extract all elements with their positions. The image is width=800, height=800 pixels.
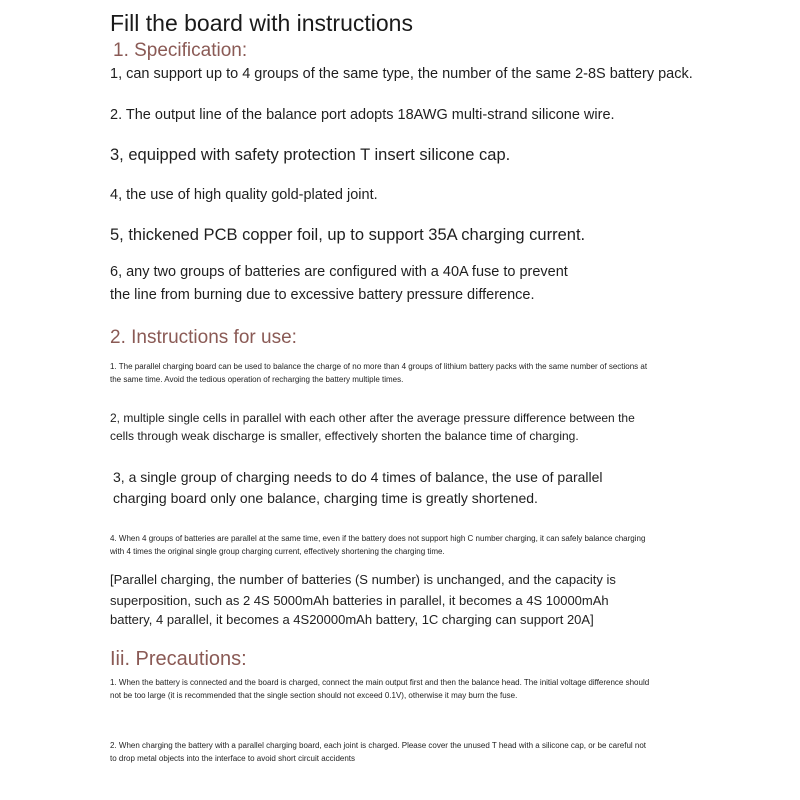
- precaution-item-2: 2. When charging the battery with a parallel charging board, each joint is charged. Please cover the unused T head with a silicone cap, or be careful not to drop metal objects into the interface to avoid short circuit accidents: [110, 741, 647, 763]
- instruction-item-2-line-2: cells through weak discharge is smaller, effectively shorten the balance time of charging.: [110, 429, 579, 443]
- page-title: Fill the board with instructions: [110, 10, 413, 36]
- section-heading-specification: 1. Specification:: [113, 40, 248, 61]
- spec-item-3: 3, equipped with safety protection T insert silicone cap.: [110, 146, 511, 164]
- spec-item-4: 4, the use of high quality gold-plated joint.: [110, 187, 378, 203]
- precaution-item-1: 1. When the battery is connected and the board is charged, connect the main output first and then the balance head. The initial voltage difference should not be too large (it is recommended that the single section should not exceed 0.1V), otherwise it may burn the fuse.: [110, 678, 650, 700]
- instruction-item-1: 1. The parallel charging board can be used to balance the charge of no more than 4 groups of lithium battery packs with the same number of sections at the same time. Avoid the tedious operation of recharging the battery multiple times.: [110, 362, 648, 384]
- section-heading-precautions: Iii. Precautions:: [110, 648, 247, 670]
- spec-item-2: 2. The output line of the balance port adopts 18AWG multi-strand silicone wire.: [110, 107, 615, 123]
- spec-item-5: 5, thickened PCB copper foil, up to support 35A charging current.: [110, 226, 586, 244]
- instruction-note-line-2: superposition, such as 2 4S 5000mAh batteries in parallel, it becomes a 4S 10000mAh: [110, 593, 609, 608]
- instruction-note-line-1: [Parallel charging, the number of batteries (S number) is unchanged, and the capacity is: [110, 572, 616, 587]
- instruction-item-4: 4. When 4 groups of batteries are parallel at the same time, even if the battery does not support high C number charging, it can safely balance charging with 4 times the original single group charging current, effectively shortening the charging time.: [110, 534, 646, 556]
- instruction-note-line-3: battery, 4 parallel, it becomes a 4S20000mAh battery, 1C charging can support 20A]: [110, 612, 594, 627]
- instruction-item-3-line-1: 3, a single group of charging needs to do 4 times of balance, the use of parallel: [113, 469, 603, 485]
- spec-item-1: 1, can support up to 4 groups of the same type, the number of the same 2-8S battery pack.: [110, 66, 693, 82]
- instruction-item-3-line-2: charging board only one balance, charging time is greatly shortened.: [113, 490, 538, 506]
- instruction-item-2-line-1: 2, multiple single cells in parallel with each other after the average pressure difference between the: [110, 411, 635, 425]
- section-heading-instructions: 2. Instructions for use:: [110, 327, 297, 348]
- spec-item-6-line-1: 6, any two groups of batteries are configured with a 40A fuse to prevent: [110, 264, 568, 280]
- spec-item-6-line-2: the line from burning due to excessive battery pressure difference.: [110, 287, 535, 303]
